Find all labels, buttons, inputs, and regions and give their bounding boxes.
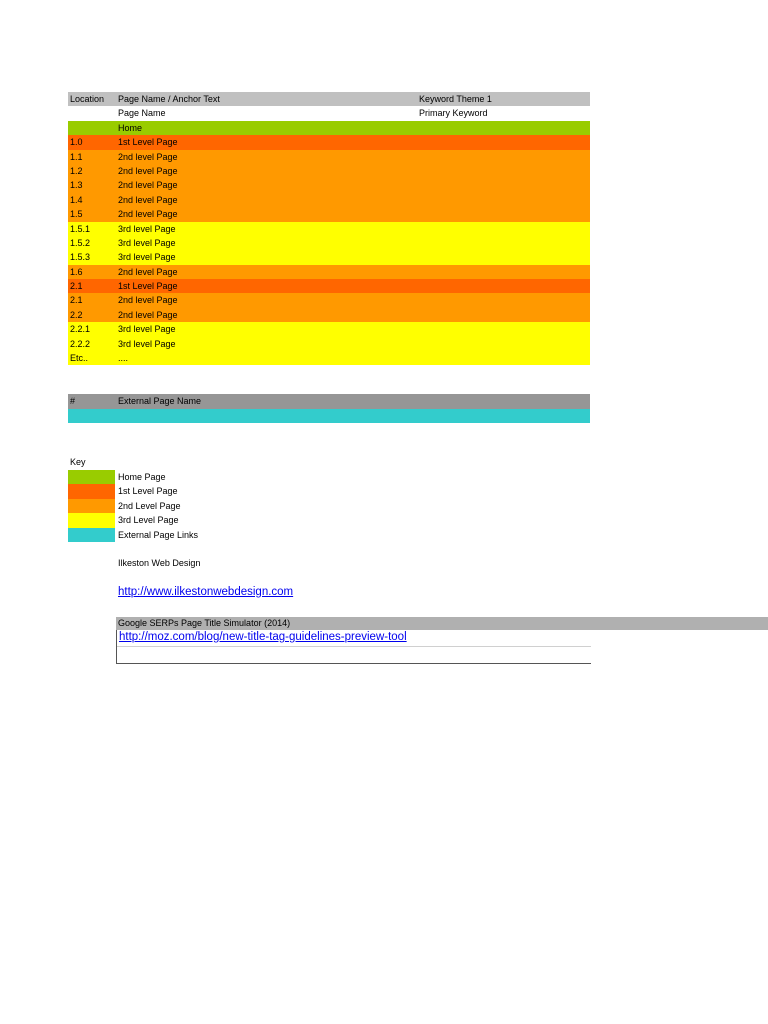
location-cell: 1.6 [70, 266, 83, 277]
external-hash-header: # [70, 396, 76, 407]
page-name-cell: 3rd level Page [118, 237, 176, 248]
sitemap-table [68, 92, 590, 423]
location-cell: 2.2.2 [70, 338, 91, 349]
table-row[interactable] [68, 279, 590, 293]
serp-tool-link[interactable]: http://moz.com/blog/new-title-tag-guidelines-preview-tool [119, 631, 407, 643]
location-cell: 1.1 [70, 151, 83, 162]
external-page-name-header: External Page Name [118, 396, 202, 407]
table-row[interactable] [68, 150, 590, 164]
location-cell: 1.2 [70, 165, 83, 176]
legend-label: Home Page [118, 472, 166, 482]
page-name-cell: 2nd level Page [118, 295, 178, 306]
legend-label: 3rd Level Page [118, 515, 179, 526]
legend-label: 2nd Level Page [118, 500, 181, 511]
table-row[interactable] [68, 250, 590, 264]
serp-simulator-header [116, 617, 768, 630]
page-name-header: Page Name / Anchor Text [118, 94, 220, 104]
table-row[interactable] [68, 337, 590, 351]
location-cell: Etc.. [70, 353, 89, 364]
page-name-cell: 2nd level Page [118, 194, 178, 205]
table-row[interactable] [68, 236, 590, 250]
location-cell: 1.5 [70, 209, 83, 220]
legend-label: 1st Level Page [118, 486, 178, 497]
location-cell: 1.5.3 [70, 252, 91, 263]
location-cell: 1.4 [70, 194, 83, 205]
table-row[interactable] [68, 222, 590, 236]
table-row[interactable] [68, 351, 590, 365]
table-row[interactable] [68, 207, 590, 221]
page-name-cell: 2nd level Page [118, 266, 178, 277]
location-cell: 2.2.1 [70, 324, 91, 335]
legend-label: External Page Links [118, 529, 199, 540]
location-cell: 2.1 [70, 281, 83, 292]
location-cell: 1.5.1 [70, 223, 91, 234]
page-name-cell: .... [118, 353, 129, 364]
page-name-cell: 1st Level Page [118, 137, 178, 148]
page-name-cell: 3rd level Page [118, 252, 176, 263]
legend-swatch [68, 499, 115, 513]
spacer-row [68, 380, 590, 394]
page-name-cell: 3rd level Page [118, 324, 176, 335]
location-cell: 1.3 [70, 180, 83, 191]
serp-simulator-box [116, 630, 591, 664]
table-row[interactable] [68, 121, 590, 135]
legend-swatch [68, 470, 115, 484]
table-row[interactable] [68, 135, 590, 149]
page-name-cell: 2nd level Page [118, 180, 178, 191]
page-name-subheader: Page Name [118, 108, 166, 119]
table-row[interactable] [68, 178, 590, 192]
legend-title: Key [70, 457, 86, 467]
location-cell: 2.1 [70, 295, 83, 306]
table-row[interactable] [68, 193, 590, 207]
table-row[interactable] [68, 308, 590, 322]
legend-swatch [68, 484, 115, 498]
location-cell: 2.2 [70, 309, 83, 320]
company-website-link[interactable]: http://www.ilkestonwebdesign.com [118, 586, 294, 598]
table-body [68, 121, 590, 366]
page-name-cell: 1st Level Page [118, 281, 178, 292]
cell-divider [117, 646, 591, 647]
external-link-row[interactable] [68, 409, 590, 423]
page-name-cell: 2nd level Page [118, 151, 178, 162]
page-name-cell: Home [118, 122, 143, 133]
serp-simulator-title: Google SERPs Page Title Simulator (2014) [118, 618, 291, 628]
table-row[interactable] [68, 164, 590, 178]
page-name-cell: 3rd level Page [118, 338, 176, 349]
legend-swatch [68, 528, 115, 542]
table-header-row [68, 92, 590, 106]
keyword-subheader: Primary Keyword [419, 108, 488, 119]
table-row[interactable] [68, 265, 590, 279]
location-header: Location [70, 94, 105, 104]
location-cell: 1.0 [70, 137, 83, 148]
table-row[interactable] [68, 322, 590, 336]
spacer-row [68, 365, 590, 379]
table-subheader-row [68, 106, 590, 120]
page-name-cell: 2nd level Page [118, 165, 178, 176]
external-header-row [68, 394, 590, 408]
location-cell: 1.5.2 [70, 237, 91, 248]
page-name-cell: 2nd level Page [118, 209, 178, 220]
table-row[interactable] [68, 293, 590, 307]
legend-swatch [68, 513, 115, 527]
company-name: Ilkeston Web Design [118, 558, 201, 568]
page-name-cell: 2nd level Page [118, 309, 178, 320]
keyword-header: Keyword Theme 1 [419, 94, 492, 104]
page-name-cell: 3rd level Page [118, 223, 176, 234]
